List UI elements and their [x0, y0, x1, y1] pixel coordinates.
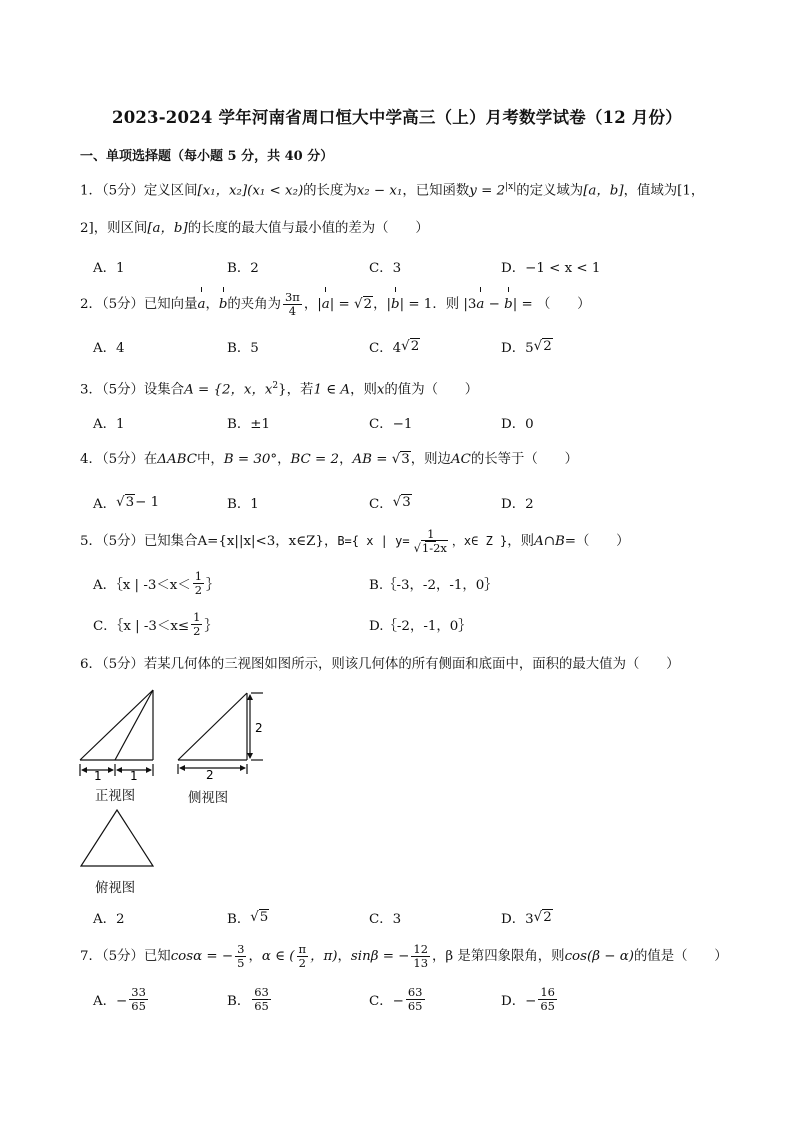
sqrt-expression: √3	[116, 494, 135, 510]
q5-text: （ ）	[576, 534, 630, 549]
side-dim-height: 2	[255, 721, 263, 735]
q5-separator: ，	[323, 534, 338, 549]
sqrt-expression: √5	[250, 909, 269, 925]
q5-text: ，则	[507, 534, 535, 549]
option-c[interactable]	[369, 485, 412, 519]
radicand: 1-2x	[421, 541, 447, 555]
q2-text: ，|	[303, 297, 322, 312]
option-d-label: D．3	[501, 911, 534, 927]
radicand: 5	[259, 909, 269, 925]
sqrt-expression: √2	[533, 909, 552, 925]
vector-a: a	[322, 290, 330, 320]
q7-separator: ，	[337, 949, 351, 964]
question-2	[80, 290, 591, 320]
question-7-options	[93, 982, 733, 1018]
option-c[interactable]	[369, 982, 427, 1016]
sqrt-expression: √3	[392, 494, 411, 510]
radicand: 3	[125, 494, 135, 510]
q2-separator: ，	[205, 297, 219, 312]
q1-domain: [a，b]	[583, 183, 624, 199]
q7-range: α ∈ (	[261, 949, 295, 964]
option-c[interactable]: C．3	[369, 911, 402, 927]
option-d[interactable]: D.｛-2，-1，0｝	[369, 618, 472, 634]
q3-text: ，若	[286, 382, 314, 398]
q7-pi-fraction	[297, 943, 309, 970]
q3-text: ，则	[350, 382, 377, 398]
q5-prefix: 5．（5分）已知集合	[80, 534, 198, 549]
q1-text: 的定义域为	[516, 183, 584, 199]
option-b[interactable]: B．5	[227, 340, 259, 356]
option-b-fraction	[252, 986, 271, 1013]
question-4	[80, 450, 578, 470]
q7-cos-fraction	[235, 943, 246, 970]
option-c[interactable]: C．−1	[369, 416, 413, 432]
fraction-numerator: 63	[254, 984, 269, 999]
option-a[interactable]: A．4	[93, 340, 125, 356]
option-d[interactable]	[501, 982, 559, 1016]
fraction-numerator: 1	[194, 568, 203, 583]
q1-interval: [x₁，x₂](x₁ < x₂)	[197, 183, 304, 199]
fraction-numerator: π	[298, 942, 307, 956]
top-view	[81, 810, 153, 866]
option-a-fraction	[129, 986, 148, 1013]
option-d[interactable]: D．0	[501, 416, 534, 432]
vector-b: b	[391, 290, 400, 320]
option-d[interactable]	[501, 900, 553, 934]
q1-text: ，已知函数	[402, 183, 470, 199]
q1-range: [1，	[677, 183, 705, 199]
option-a[interactable]: A．2	[93, 911, 125, 927]
fraction-denominator: 2	[193, 623, 201, 638]
sqrt-expression: √2	[533, 338, 552, 354]
q3-prefix: 3．（5分）设集合	[80, 382, 185, 398]
q7-text: ，β 是第四象限角，则	[432, 949, 565, 964]
side-dim-width: 2	[206, 768, 214, 782]
sqrt-expression: √1-2x	[413, 541, 447, 555]
fraction-numerator: 1	[427, 527, 435, 541]
q4-triangle: ΔABC	[157, 452, 197, 467]
q1-range-end: 2]	[80, 221, 94, 236]
fraction-denominator: 5	[237, 956, 245, 970]
option-a-label: A．−	[93, 993, 128, 1009]
question-5	[80, 526, 630, 557]
page-title: 2023-2024 学年河南省周口恒大中学高三（上）月考数学试卷（12 月份）	[112, 108, 682, 127]
option-d[interactable]	[501, 329, 553, 363]
option-b[interactable]: B．2	[227, 260, 259, 276]
q7-text: 的值是（ ）	[633, 949, 728, 964]
option-a-close: ｝	[206, 577, 220, 593]
option-c-label: C．	[369, 496, 393, 512]
option-c-fraction	[406, 986, 425, 1013]
option-a-fraction	[193, 570, 204, 597]
fraction-denominator: 65	[407, 998, 423, 1013]
option-a[interactable]	[93, 566, 219, 600]
fraction-denominator: 4	[288, 304, 297, 318]
front-view-label: 正视图	[95, 789, 136, 804]
vector-b: b	[504, 290, 513, 320]
question-3	[80, 376, 478, 400]
q1-text: 的长度的最大值与最小值的差为（ ）	[187, 221, 429, 236]
radicand: 2	[543, 338, 552, 354]
fraction-numerator: 33	[131, 984, 146, 999]
q2-text: | = （ ）	[512, 297, 591, 312]
option-c[interactable]	[369, 329, 420, 363]
top-view-label: 俯视图	[95, 881, 136, 896]
vector-b: b	[219, 290, 228, 320]
q5-set-a: A={x||x|<3，x∈Z}	[197, 534, 324, 549]
front-dim-2: 1	[130, 769, 138, 783]
q2-prefix: 2．（5分）已知向量	[80, 297, 198, 312]
fraction-numerator: 12	[413, 942, 429, 956]
option-c[interactable]	[93, 607, 218, 641]
radicand: 2	[410, 338, 420, 354]
option-a[interactable]	[93, 982, 150, 1016]
option-b[interactable]	[227, 900, 269, 934]
option-a[interactable]	[93, 485, 159, 519]
q4-separator: ，	[339, 452, 353, 467]
sqrt-expression: √2	[401, 338, 420, 354]
q5-fraction	[412, 528, 450, 555]
vector-a: a	[476, 290, 484, 320]
option-c-label: C．4	[369, 340, 402, 356]
q4-condition-3: AB =	[352, 452, 392, 467]
q2-text: | =	[329, 297, 354, 312]
fraction-numerator: 3	[237, 942, 245, 956]
q2-text: | = 1．则 |3	[399, 297, 477, 312]
option-d-label: D．5	[501, 340, 534, 356]
radicand: 3	[402, 494, 411, 510]
question-6-options	[93, 900, 733, 934]
q1-text: ，则区间	[93, 221, 148, 236]
sqrt-expression: √2	[354, 297, 373, 312]
side-view-label: 侧视图	[188, 791, 229, 806]
q4-prefix: 4．（5分）在	[80, 452, 158, 467]
q4-text: ，则边	[410, 452, 451, 467]
question-5-options-row-1	[93, 566, 733, 600]
option-b[interactable]: B．±1	[227, 416, 270, 432]
q5-set-b: B={ x | y=	[337, 534, 410, 548]
q1-function: y = 2	[469, 183, 506, 199]
q5-expression: A∩B=	[534, 534, 577, 549]
option-c[interactable]: C．3	[369, 260, 402, 276]
q2-text: −	[484, 297, 505, 312]
fraction-denominator: 65	[254, 998, 269, 1013]
radicand: 2	[543, 909, 552, 925]
option-b[interactable]: B.｛-3，-2，-1，0｝	[369, 577, 498, 593]
option-b[interactable]: B．1	[227, 496, 259, 512]
q1-prefix: 1．（5分）定义区间	[80, 183, 198, 199]
option-a[interactable]: A．1	[93, 260, 125, 276]
q3-set: A = {2，x，x	[184, 382, 273, 398]
q3-variable: x	[376, 382, 385, 398]
option-a-label: A．	[93, 496, 117, 512]
q7-prefix: 7．（5分）已知	[80, 949, 171, 964]
q1-interval-ab: [a，b]	[147, 221, 188, 236]
fraction-denominator: 13	[413, 956, 429, 970]
q7-range-end: ，π)	[310, 949, 338, 964]
q3-exponent: 2	[272, 381, 279, 391]
q4-text: 的长等于（ ）	[470, 452, 578, 467]
option-c-label: C．｛x | -3＜x≤	[93, 618, 190, 634]
fraction-denominator: 2	[298, 956, 306, 970]
radicand: 2	[363, 297, 373, 312]
q5-set-b-end: ，x∈ Z }	[451, 534, 508, 548]
option-a-tail: − 1	[135, 494, 160, 510]
option-c-close: ｝	[204, 618, 218, 634]
front-view	[80, 690, 153, 776]
q4-condition-2: BC = 2	[290, 452, 340, 467]
option-d-label: D．−	[501, 993, 537, 1009]
question-3-options	[93, 405, 733, 439]
q7-sin: sinβ = −	[350, 949, 410, 964]
option-c-fraction	[191, 611, 202, 638]
q1-length-expr: x₂ − x₁	[356, 183, 403, 199]
front-dim-1: 1	[94, 769, 102, 783]
q4-condition-1: B = 30°	[223, 452, 278, 467]
q4-text: 中，	[196, 452, 224, 467]
angle-fraction	[283, 291, 302, 318]
option-d-fraction	[538, 986, 557, 1013]
question-1-line-2	[80, 219, 429, 239]
fraction-denominator	[412, 542, 450, 555]
radicand: 3	[401, 452, 410, 467]
option-b[interactable]	[227, 982, 273, 1016]
q7-target: cos(β − α)	[564, 949, 634, 964]
question-1-options	[93, 249, 733, 283]
fraction-numerator: 3π	[284, 290, 300, 304]
q2-text: 的夹角为	[227, 297, 281, 312]
section-heading: 一、单项选择题（每小题 5 分，共 40 分）	[80, 149, 334, 164]
question-4-options	[93, 485, 733, 519]
option-b-label: B．	[227, 993, 251, 1009]
option-a-label: A．｛x | -3＜x＜	[93, 577, 191, 593]
question-5-options-row-2	[93, 607, 733, 641]
q3-set-end: }	[278, 382, 287, 398]
q4-separator: ，	[277, 452, 291, 467]
fraction-numerator: 63	[407, 984, 423, 999]
question-1-line-1	[80, 177, 704, 201]
sqrt-expression: √3	[391, 452, 410, 467]
question-6: 6．（5分）若某几何体的三视图如图所示，则该几何体的所有侧面和底面中，面积的最大值为（ ）	[80, 657, 680, 672]
option-b-label: B．	[227, 911, 251, 927]
q7-sin-fraction	[411, 943, 430, 970]
fraction-numerator: 16	[540, 984, 555, 999]
option-c-label: C．−	[369, 993, 404, 1009]
option-d[interactable]: D．2	[501, 496, 534, 512]
vector-a: a	[197, 290, 205, 320]
question-2-options	[93, 329, 733, 363]
option-a[interactable]: A．1	[93, 416, 125, 432]
q7-cos: cosα = −	[170, 949, 234, 964]
q3-text: 的值为（ ）	[384, 382, 479, 398]
q1-text: ，值域为	[623, 183, 678, 199]
fraction-denominator: 2	[194, 582, 203, 597]
q4-side: AC	[450, 452, 471, 467]
option-d[interactable]: D．−1 < x < 1	[501, 260, 601, 276]
fraction-numerator: 1	[193, 609, 201, 624]
q3-condition: 1 ∈ A	[313, 382, 351, 398]
q1-function-exponent: |x|	[505, 182, 517, 192]
question-7	[80, 941, 728, 973]
q7-separator: ，	[248, 949, 262, 964]
q1-text: 的长度为	[303, 183, 357, 199]
fraction-denominator: 65	[540, 998, 555, 1013]
fraction-denominator: 65	[131, 998, 146, 1013]
q2-text: ，|	[373, 297, 391, 312]
